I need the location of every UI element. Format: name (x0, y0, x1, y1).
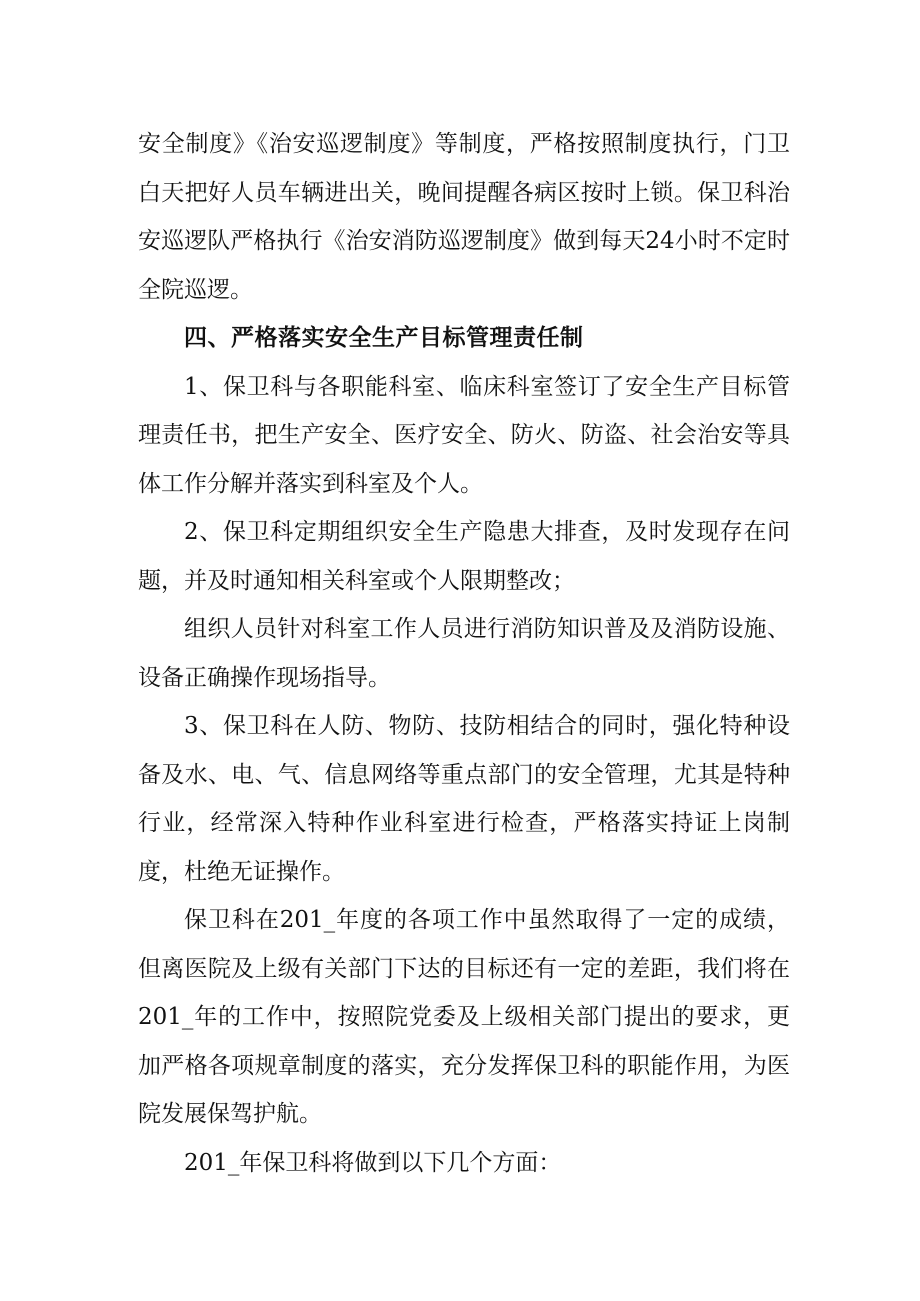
paragraph-continuation: 安全制度》《治安巡逻制度》等制度，严格按照制度执行，门卫白天把好人员车辆进出关，晚间提醒各病区按时上锁。保卫科治安巡逻队严格执行《治安消防巡逻制度》做到每天24小时不定时全院巡逻。 (138, 131, 790, 303)
paragraph-item-3: 3、保卫科在人防、物防、技防相结合的同时，强化特种设备及水、电、气、信息网络等重点部门的安全管理，尤其是特种行业，经常深入特种作业科室进行检查，严格落实持证上岗制度，杜绝无证操作。 (138, 713, 790, 885)
paragraph-summary: 保卫科在201_年度的各项工作中虽然取得了一定的成绩，但离医院及上级有关部门下达的目标还有一定的差距，我们将在201_年的工作中，按照院党委及上级相关部门提出的要求，更加严格各项规章制度的落实，充分发挥保卫科的职能作用，为医院发展保驾护航。 (138, 907, 790, 1127)
section-heading: 四、严格落实安全生产目标管理责任制 (184, 324, 584, 351)
paragraph-item-2-continued: 组织人员针对科室工作人员进行消防知识普及及消防设施、设备正确操作现场指导。 (138, 616, 790, 691)
paragraph-item-1: 1、保卫科与各职能科室、临床科室签订了安全生产目标管理责任书，把生产安全、医疗安全、防火、防盗、社会治安等具体工作分解并落实到科室及个人。 (138, 373, 790, 497)
paragraph-next-year-intro: 201_年保卫科将做到以下几个方面： (184, 1149, 562, 1176)
paragraph-item-2: 2、保卫科定期组织安全生产隐患大排查，及时发现存在问题，并及时通知相关科室或个人限期整改； (138, 519, 790, 594)
document-body (138, 120, 790, 1187)
